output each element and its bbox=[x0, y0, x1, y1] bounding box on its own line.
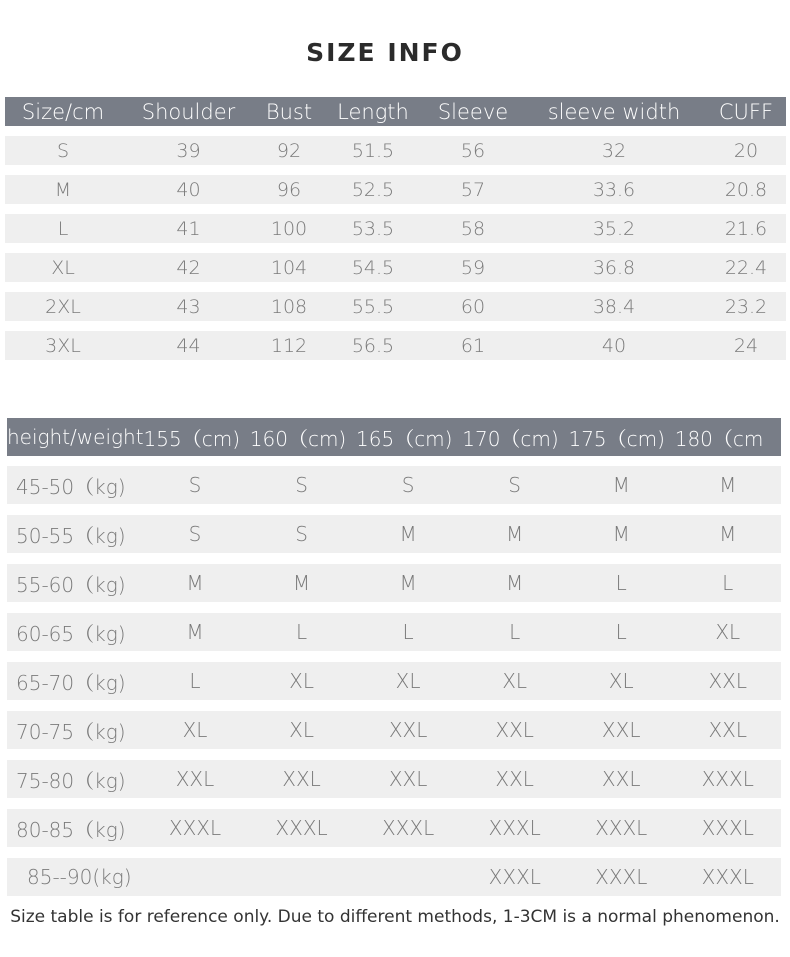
table-cell: M bbox=[399, 522, 417, 546]
table-cell: XL bbox=[289, 669, 314, 693]
header-cell: 160（cm) bbox=[249, 426, 347, 451]
table-row bbox=[5, 331, 786, 360]
table-cell: S bbox=[508, 473, 521, 497]
table-cell: 45-50（kg) bbox=[16, 474, 126, 499]
table-cell: XXXL bbox=[701, 865, 754, 889]
table-cell: 20.8 bbox=[724, 178, 768, 201]
table-cell: XXL bbox=[601, 718, 641, 742]
table-cell: XXXL bbox=[701, 767, 754, 791]
table-cell: XL bbox=[289, 718, 314, 742]
table-cell: 70-75（kg) bbox=[16, 719, 126, 744]
table-cell: XXXL bbox=[488, 865, 541, 889]
table-row bbox=[7, 711, 781, 749]
table-row bbox=[5, 175, 786, 204]
table-cell: S bbox=[56, 139, 70, 162]
table-cell: 96 bbox=[276, 178, 302, 201]
table-cell: M bbox=[54, 178, 72, 201]
header-cell: Shoulder bbox=[141, 99, 236, 124]
table-cell: XL bbox=[715, 620, 741, 644]
table-cell: 80-85（kg) bbox=[16, 817, 126, 842]
table-cell: M bbox=[399, 571, 417, 595]
table-cell: XXL bbox=[708, 718, 748, 742]
table-cell: S bbox=[188, 473, 202, 497]
table-cell: 52.5 bbox=[351, 178, 395, 201]
table-cell: XXL bbox=[601, 767, 641, 791]
table-cell: 43 bbox=[176, 295, 201, 318]
table-cell: L bbox=[402, 620, 414, 644]
table-cell: 59 bbox=[460, 256, 486, 279]
table-cell: 55-60（kg) bbox=[16, 572, 126, 597]
table-cell: 57 bbox=[460, 178, 486, 201]
size-table bbox=[5, 97, 786, 370]
table-cell: 108 bbox=[270, 295, 308, 318]
table-cell: XXL bbox=[175, 767, 215, 791]
table-cell: 65-70（kg) bbox=[16, 670, 126, 695]
table-cell: 56.5 bbox=[351, 334, 395, 357]
table-cell: 32 bbox=[601, 139, 627, 162]
table-cell: 61 bbox=[460, 334, 486, 357]
table-cell: 40 bbox=[176, 178, 201, 201]
table-cell: XXL bbox=[388, 718, 428, 742]
table-cell: 40 bbox=[601, 334, 627, 357]
table-row bbox=[5, 136, 786, 165]
table-cell: S bbox=[295, 522, 308, 546]
table-cell: M bbox=[506, 571, 524, 595]
table-cell: 20 bbox=[733, 139, 759, 162]
table-cell: XXL bbox=[495, 718, 534, 742]
table-cell: 54.5 bbox=[351, 256, 395, 279]
table-cell: S bbox=[188, 522, 202, 546]
header-cell: 170（cm) bbox=[462, 426, 559, 451]
table-cell: 3XL bbox=[45, 334, 81, 357]
table-cell: M bbox=[186, 571, 204, 595]
table-cell: XL bbox=[395, 669, 421, 693]
table-cell: 41 bbox=[176, 217, 201, 240]
table-row bbox=[7, 613, 781, 651]
table-cell: 112 bbox=[270, 334, 308, 357]
header-cell: 165（cm) bbox=[356, 426, 453, 451]
table-cell: L bbox=[615, 620, 627, 644]
table-cell: XL bbox=[182, 718, 208, 742]
table-cell: S bbox=[295, 473, 308, 497]
table-row bbox=[7, 466, 781, 504]
table-row bbox=[5, 214, 786, 243]
table-cell: XXXL bbox=[488, 816, 541, 840]
table-cell: 104 bbox=[270, 256, 308, 279]
table-cell: 2XL bbox=[45, 295, 81, 318]
table-cell: L bbox=[722, 571, 734, 595]
table-cell: M bbox=[292, 571, 311, 595]
table-cell: L bbox=[509, 620, 521, 644]
table-cell: 35.2 bbox=[592, 217, 636, 240]
table-cell: L bbox=[189, 669, 201, 693]
table-cell: L bbox=[615, 571, 627, 595]
table-cell: 39 bbox=[176, 139, 201, 162]
table-cell: 50-55（kg) bbox=[16, 523, 126, 548]
table-cell: M bbox=[612, 522, 630, 546]
table-cell: 75-80（kg) bbox=[16, 768, 126, 793]
header-cell: height/weight bbox=[7, 425, 144, 449]
table-cell: 21.6 bbox=[724, 217, 768, 240]
table-cell: XXXL bbox=[275, 816, 328, 840]
header-cell: 155（cm) bbox=[143, 426, 241, 451]
table-cell: 38.4 bbox=[592, 295, 636, 318]
table-cell: 23.2 bbox=[724, 295, 768, 318]
table-cell: XXL bbox=[388, 767, 428, 791]
table-cell: M bbox=[186, 620, 204, 644]
table-cell: 85--90(kg) bbox=[27, 865, 132, 889]
table-row bbox=[7, 760, 781, 798]
header-cell: Sleeve bbox=[437, 99, 509, 124]
table-cell: XXXL bbox=[168, 816, 222, 840]
table-cell: 58 bbox=[460, 217, 486, 240]
fit-table bbox=[7, 418, 781, 907]
table-cell: 44 bbox=[176, 334, 201, 357]
header-cell: Length bbox=[337, 99, 409, 124]
table-row bbox=[7, 564, 781, 602]
header-cell: Size/cm bbox=[21, 99, 105, 124]
footer-note: Size table is for reference only. Due to different methods, 1-3CM is a normal phenomenon. bbox=[10, 907, 780, 927]
table-cell: L bbox=[57, 217, 69, 240]
table-cell: 24 bbox=[733, 334, 759, 357]
fit-table-header bbox=[7, 418, 781, 456]
header-cell: CUFF bbox=[718, 99, 774, 124]
table-cell: 42 bbox=[176, 256, 201, 279]
table-cell: S bbox=[401, 473, 415, 497]
table-cell: 33.6 bbox=[592, 178, 636, 201]
table-cell: 56 bbox=[460, 139, 486, 162]
table-row bbox=[7, 809, 781, 847]
table-cell: XXL bbox=[708, 669, 748, 693]
header-cell: 175（cm) bbox=[568, 426, 665, 451]
table-row bbox=[5, 292, 786, 321]
table-cell: XL bbox=[502, 669, 528, 693]
table-cell: XL bbox=[608, 669, 634, 693]
table-cell: XXXL bbox=[381, 816, 435, 840]
table-cell: M bbox=[719, 522, 737, 546]
table-cell: M bbox=[719, 473, 737, 497]
table-row bbox=[7, 662, 781, 700]
table-cell: XXL bbox=[495, 767, 534, 791]
size-table-header bbox=[5, 97, 786, 126]
table-cell: L bbox=[295, 620, 308, 644]
table-cell: 51.5 bbox=[351, 139, 395, 162]
table-cell: 92 bbox=[276, 139, 302, 162]
table-cell: XXL bbox=[282, 767, 321, 791]
header-cell: sleeve width bbox=[547, 99, 681, 124]
table-cell: 55.5 bbox=[351, 295, 395, 318]
table-cell: M bbox=[506, 522, 524, 546]
header-cell: Bust bbox=[265, 99, 313, 124]
table-cell: XL bbox=[51, 256, 75, 279]
header-cell: 180（cm bbox=[674, 426, 764, 451]
table-row bbox=[7, 858, 781, 896]
table-cell: 53.5 bbox=[351, 217, 395, 240]
table-cell: XXXL bbox=[701, 816, 754, 840]
table-row bbox=[5, 253, 786, 282]
table-cell: 60-65（kg) bbox=[16, 621, 126, 646]
table-cell: XXXL bbox=[595, 865, 648, 889]
table-cell: 100 bbox=[270, 217, 308, 240]
table-cell: 22.4 bbox=[724, 256, 768, 279]
table-row bbox=[7, 515, 781, 553]
table-cell: 36.8 bbox=[592, 256, 636, 279]
table-cell: 60 bbox=[460, 295, 486, 318]
page-title: SIZE INFO bbox=[306, 38, 464, 67]
table-cell: M bbox=[612, 473, 630, 497]
table-cell: XXXL bbox=[595, 816, 648, 840]
